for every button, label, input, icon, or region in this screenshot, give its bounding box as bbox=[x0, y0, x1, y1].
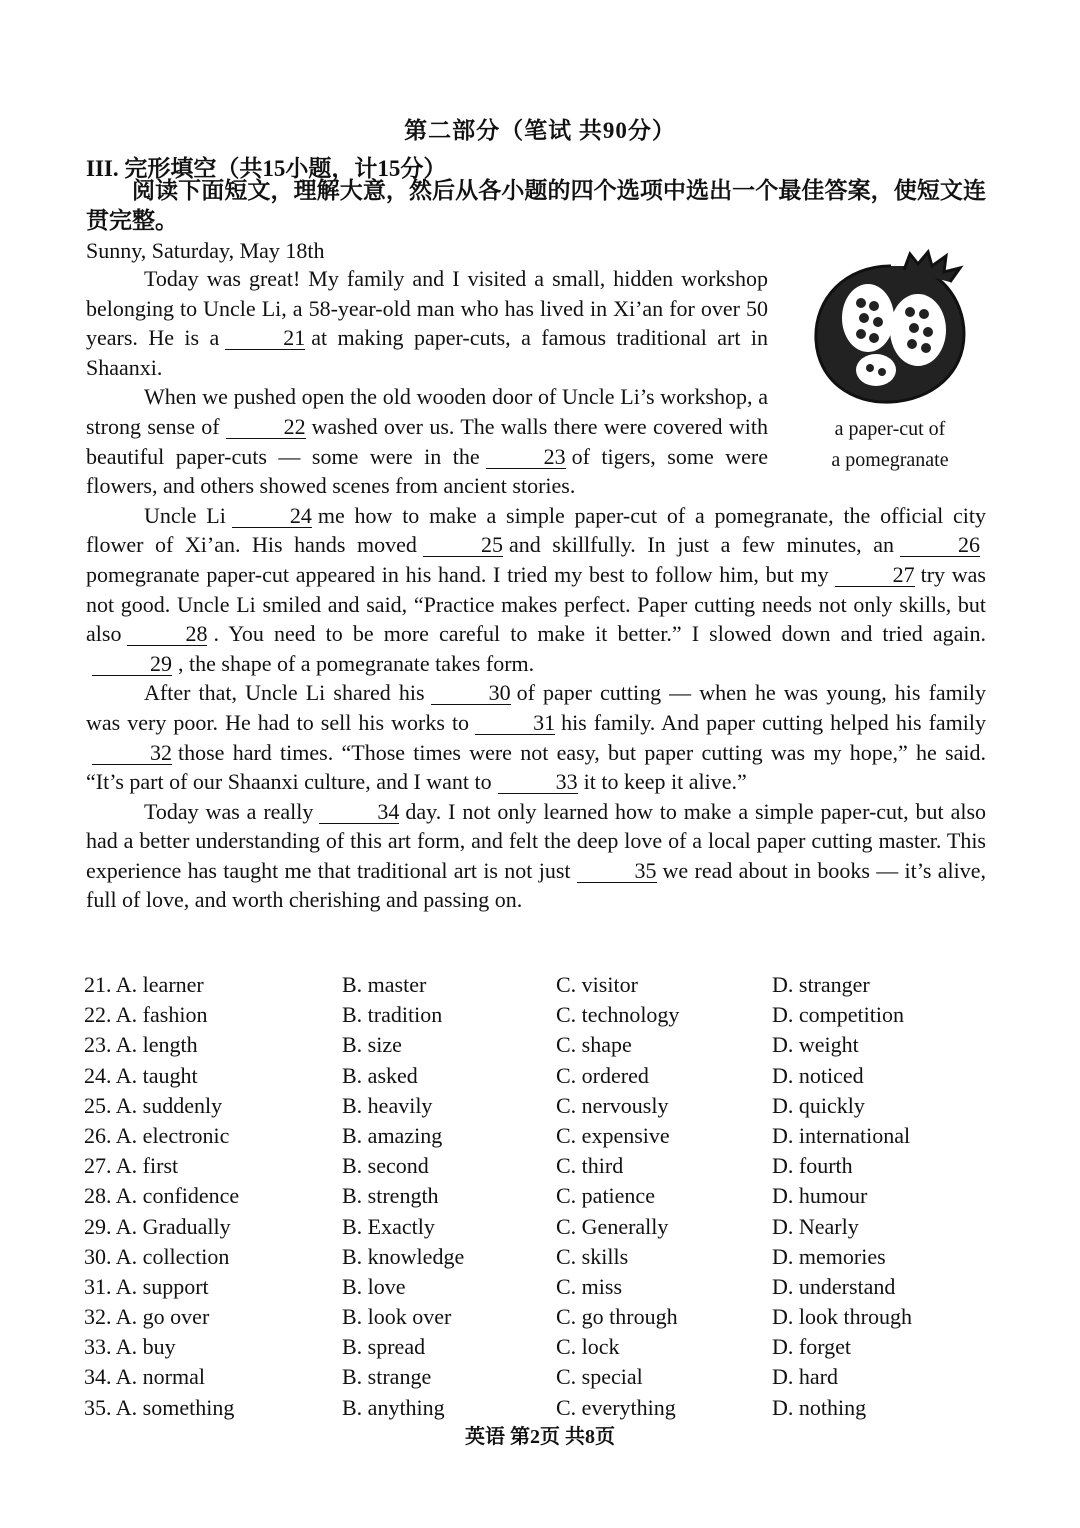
option-a[interactable]: 24. A. taught bbox=[84, 1062, 198, 1088]
question-row bbox=[84, 1332, 984, 1362]
option-d[interactable]: D. noticed bbox=[772, 1062, 864, 1088]
question-row bbox=[84, 1151, 984, 1181]
option-a[interactable]: 21. A. learner bbox=[84, 972, 204, 997]
option-c[interactable]: C. Generally bbox=[556, 1213, 669, 1239]
option-c[interactable]: C. patience bbox=[556, 1183, 655, 1209]
question-row bbox=[84, 1181, 984, 1211]
question-row bbox=[84, 1272, 984, 1302]
option-d[interactable]: D. understand bbox=[772, 1273, 896, 1299]
blank-21: 21 bbox=[225, 327, 305, 350]
option-d[interactable]: D. hard bbox=[772, 1364, 838, 1390]
page-footer: 英语 第2页 共8页 bbox=[465, 1426, 615, 1448]
paragraph-5: Today was a really 34 day. I not only learned how to make a simple paper-cut, but also had a better understanding of this art form, and felt the deep love of a local paper cutting master. This experience has taught me that traditional art is not just 35 we read about in books — it’s alive, full of love, and worth cherishing and passing on. bbox=[86, 798, 987, 913]
question-row bbox=[84, 1393, 984, 1423]
option-c[interactable]: C. lock bbox=[556, 1334, 620, 1360]
option-b[interactable]: B. spread bbox=[342, 1334, 426, 1360]
option-b[interactable]: B. second bbox=[342, 1153, 429, 1179]
question-row bbox=[84, 1121, 984, 1151]
option-b[interactable]: B. knowledge bbox=[342, 1243, 465, 1269]
option-a[interactable]: 30. A. collection bbox=[84, 1243, 230, 1269]
question-row bbox=[84, 1000, 984, 1030]
option-d[interactable]: D. international bbox=[772, 1122, 911, 1148]
figure-caption-line-2: a pomegranate bbox=[831, 449, 949, 471]
option-a[interactable]: 28. A. confidence bbox=[84, 1183, 240, 1209]
option-a[interactable]: 29. A. Gradually bbox=[84, 1213, 231, 1239]
option-b[interactable]: B. amazing bbox=[342, 1122, 443, 1148]
option-a[interactable]: 33. A. buy bbox=[84, 1334, 176, 1360]
question-row bbox=[84, 1362, 984, 1392]
option-d[interactable]: D. weight bbox=[772, 1032, 859, 1058]
blank-27: 27 bbox=[835, 564, 915, 587]
option-c[interactable]: C. expensive bbox=[556, 1122, 670, 1148]
blank-25: 25 bbox=[423, 534, 503, 557]
option-c[interactable]: C. shape bbox=[556, 1032, 632, 1058]
instructions: 阅读下面短文，理解大意，然后从各小题的四个选项中选出一个最佳答案，使短文连贯完整。 bbox=[86, 178, 986, 233]
option-a[interactable]: 32. A. go over bbox=[84, 1304, 210, 1330]
part-title: 第二部分（笔试 共90分） bbox=[404, 118, 676, 143]
option-c[interactable]: C. miss bbox=[556, 1273, 623, 1299]
option-a[interactable]: 23. A. length bbox=[84, 1032, 198, 1058]
blank-26: 26 bbox=[900, 534, 980, 557]
question-row bbox=[84, 1242, 984, 1272]
blank-35: 35 bbox=[577, 860, 657, 883]
option-b[interactable]: B. look over bbox=[342, 1304, 452, 1330]
option-c[interactable]: C. third bbox=[556, 1153, 624, 1179]
figure-caption-line-1: a paper-cut of bbox=[834, 418, 946, 440]
pomegranate-papercut-image bbox=[806, 248, 976, 408]
option-b[interactable]: B. strange bbox=[342, 1364, 432, 1390]
option-b[interactable]: B. anything bbox=[342, 1394, 445, 1420]
option-a[interactable]: 31. A. support bbox=[84, 1273, 209, 1299]
option-b[interactable]: B. love bbox=[342, 1273, 406, 1299]
paragraph-2: When we pushed open the old wooden door of Uncle Li’s workshop, a strong sense of 22 washed over us. The walls there were covered with beautiful paper-cuts — some were in the 23 of tigers, some were flowers, and others showed scenes from ancient stories. bbox=[86, 384, 768, 499]
option-d[interactable]: D. humour bbox=[772, 1183, 868, 1209]
blank-33: 33 bbox=[498, 771, 578, 794]
option-a[interactable]: 22. A. fashion bbox=[84, 1002, 208, 1028]
section-title: III. 完形填空（共15小题，计15分） bbox=[86, 156, 447, 181]
option-a[interactable]: 34. A. normal bbox=[84, 1364, 205, 1390]
option-d[interactable]: D. competition bbox=[772, 1002, 904, 1028]
option-b[interactable]: B. size bbox=[342, 1032, 402, 1058]
option-c[interactable]: C. everything bbox=[556, 1394, 676, 1420]
question-row bbox=[84, 970, 984, 1000]
option-b[interactable]: B. strength bbox=[342, 1183, 439, 1209]
option-c[interactable]: C. visitor bbox=[556, 972, 638, 997]
option-c[interactable]: C. special bbox=[556, 1364, 643, 1390]
paragraph-1: Today was great! My family and I visited a small, hidden workshop belonging to Uncle Li, a 58-year-old man who has lived in Xi’an for over 50 years. He is a 21 at making paper-cuts, a famous traditional art in Shaanxi. bbox=[86, 266, 768, 380]
option-d[interactable]: D. nothing bbox=[772, 1394, 867, 1420]
blank-30: 30 bbox=[431, 682, 511, 705]
paragraph-3: Uncle Li 24 me how to make a simple paper-cut of a pomegranate, the official city flower of Xi’an. His hands moved 25 and skillfully. In just a few minutes, an 26pomegranate paper-cut appeared in his hand. I tried my best to follow him, but my 27 try was not good. Uncle Li smiled and said, “Practice makes perfect. Paper cutting needs not only skills, but also 28 . You need to be more careful to make it better.” I slowed down and tried again.29 , the shape of a pomegranate takes form. bbox=[86, 502, 986, 676]
option-c[interactable]: C. skills bbox=[556, 1243, 629, 1269]
option-b[interactable]: B. tradition bbox=[342, 1002, 443, 1028]
question-row bbox=[84, 1091, 984, 1121]
question-row bbox=[84, 1302, 984, 1332]
answer-options bbox=[84, 970, 984, 1423]
option-c[interactable]: C. technology bbox=[556, 1002, 680, 1028]
blank-28: 28 bbox=[127, 623, 207, 646]
blank-23: 23 bbox=[486, 446, 566, 469]
option-d[interactable]: D. memories bbox=[772, 1243, 886, 1269]
question-row bbox=[84, 1212, 984, 1242]
option-a[interactable]: 26. A. electronic bbox=[84, 1122, 230, 1148]
question-row bbox=[84, 1061, 984, 1091]
diary-date: Sunny, Saturday, May 18th bbox=[86, 238, 325, 263]
option-d[interactable]: D. quickly bbox=[772, 1092, 865, 1118]
option-a[interactable]: 27. A. first bbox=[84, 1153, 179, 1179]
blank-29: 29 bbox=[92, 653, 172, 676]
option-c[interactable]: C. go through bbox=[556, 1304, 678, 1330]
option-d[interactable]: D. forget bbox=[772, 1334, 852, 1360]
option-d[interactable]: D. fourth bbox=[772, 1153, 853, 1179]
option-d[interactable]: D. stranger bbox=[772, 972, 870, 997]
blank-31: 31 bbox=[475, 712, 555, 735]
blank-34: 34 bbox=[319, 801, 399, 824]
blank-24: 24 bbox=[232, 505, 312, 528]
option-d[interactable]: D. look through bbox=[772, 1304, 912, 1330]
option-a[interactable]: 35. A. something bbox=[84, 1394, 235, 1420]
blank-32: 32 bbox=[92, 742, 172, 765]
blank-22: 22 bbox=[226, 416, 306, 439]
option-c[interactable]: C. ordered bbox=[556, 1062, 649, 1088]
option-b[interactable]: B. asked bbox=[342, 1062, 418, 1088]
option-b[interactable]: B. Exactly bbox=[342, 1213, 435, 1239]
option-a[interactable]: 25. A. suddenly bbox=[84, 1092, 223, 1118]
question-row bbox=[84, 1030, 984, 1060]
option-b[interactable]: B. master bbox=[342, 972, 427, 997]
option-d[interactable]: D. Nearly bbox=[772, 1213, 859, 1239]
option-b[interactable]: B. heavily bbox=[342, 1092, 433, 1118]
paragraph-4: After that, Uncle Li shared his 30 of paper cutting — when he was young, his family was very poor. He had to sell his works to 31 his family. And paper cutting helped his family32 those hard times. “Those times were not easy, but paper cutting was my hope,” he said. “It’s part of our Shaanxi culture, and I want to 33 it to keep it alive.” bbox=[86, 680, 987, 795]
option-c[interactable]: C. nervously bbox=[556, 1092, 669, 1118]
